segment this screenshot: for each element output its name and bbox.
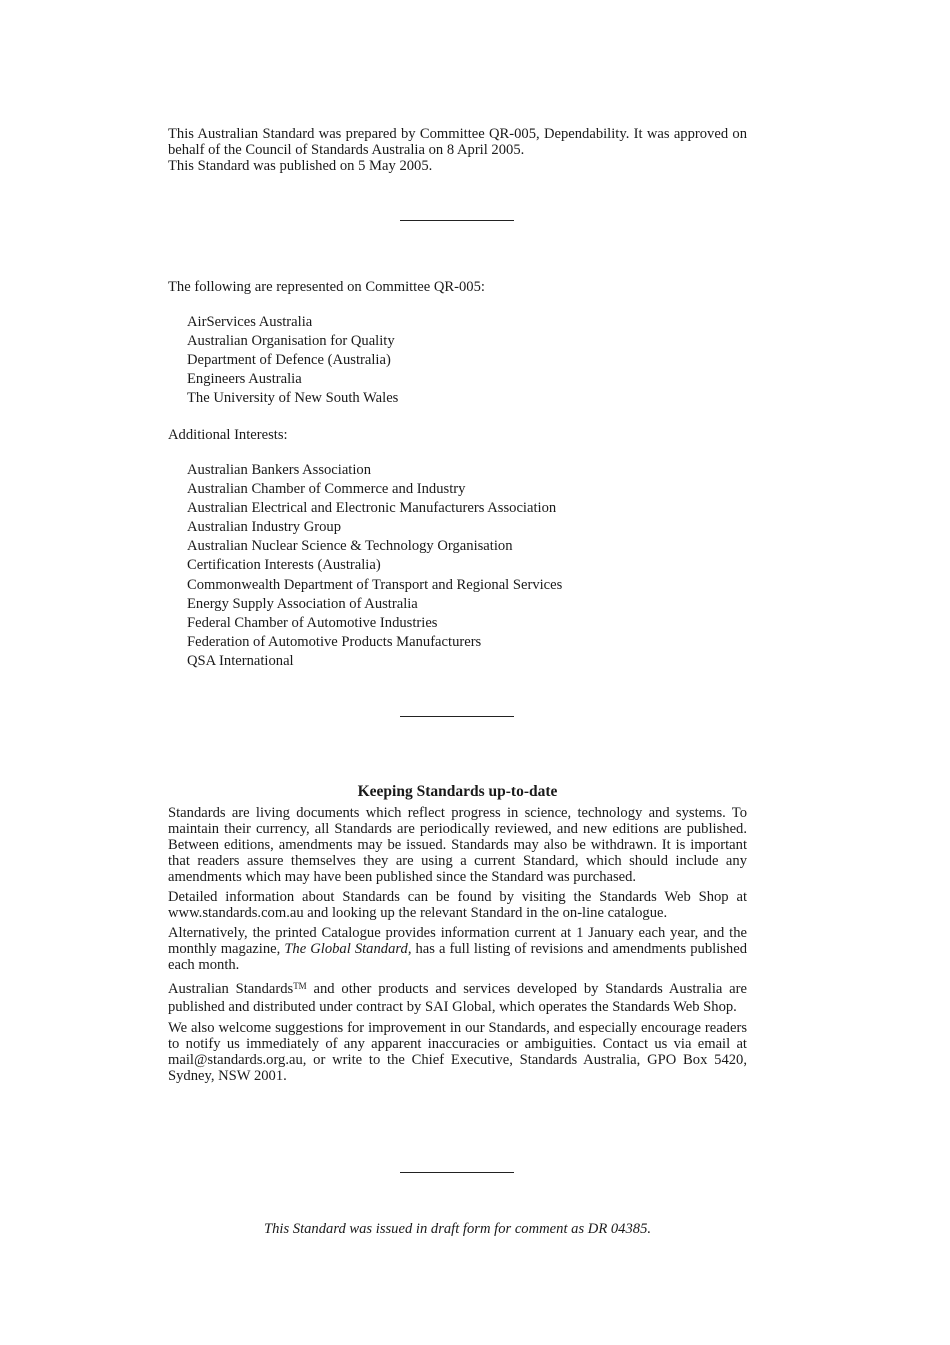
preparation-line-2: This Standard was published on 5 May 2005. (168, 158, 433, 174)
paragraph-suggestions: We also welcome suggestions for improvement in our Standards, and especially encourage readers to notify us immediately of any apparent inaccuracies or ambiguities. Contact us via email at mail@standards.org.au, or write to the Chief Executive, Standards Australia, GPO Box 5420, Sydney, NSW 2001. (168, 1020, 747, 1084)
magazine-title: The Global Standard (284, 941, 408, 957)
keeping-standards-text (168, 805, 747, 1088)
additional-interest: Federation of Automotive Products Manufacturers (187, 633, 482, 650)
section-heading: Keeping Standards up-to-date (357, 783, 558, 800)
divider-rule (400, 716, 514, 717)
committee-member: Department of Defence (Australia) (187, 352, 391, 369)
catalogue-text-end: , has a full listing of revisions and amendments published each month. (168, 941, 747, 973)
paragraph-catalogue (168, 925, 747, 973)
committee-member: AirServices Australia (187, 314, 313, 330)
committee-member: The University of New South Wales (187, 390, 399, 407)
additional-interest: QSA International (187, 652, 294, 669)
paragraph-living-documents: Standards are living documents which reflect progress in science, technology and systems. To maintain their currency, all Standards are periodically reviewed, and new editions are published. Between editions, amendments may be issued. Standards may also be withdrawn. It is important that readers assure themselves they are using a current Standard, which should include any amendments which may have been published since the Standard was purchased. (168, 805, 747, 885)
additional-interest: Commonwealth Department of Transport and Regional Services (187, 576, 563, 593)
additional-interests-list (187, 461, 747, 671)
divider-rule (400, 1172, 514, 1173)
additional-interest: Australian Electrical and Electronic Manufacturers Association (187, 500, 557, 517)
sai-global-text: and other products and services developed by Standards Australia are published and distributed under contract by SAI Global, which operates the Standards Web Shop. (168, 981, 748, 1015)
additional-interest: Australian Industry Group (187, 519, 342, 536)
additional-interest: Australian Bankers Association (187, 462, 372, 478)
preparation-statement (168, 126, 747, 174)
committee-member: Engineers Australia (187, 371, 302, 388)
additional-interest: Federal Chamber of Automotive Industries (187, 614, 438, 631)
additional-interest: Australian Chamber of Commerce and Industry (187, 481, 466, 498)
document-page (168, 0, 747, 1345)
committee-intro: The following are represented on Committee QR-005: (168, 279, 485, 295)
committee-member: Australian Organisation for Quality (187, 333, 395, 350)
paragraph-web-shop: Detailed information about Standards can be found by visiting the Standards Web Shop at www.standards.com.au and looking up the relevant Standard in the on-line catalogue. (168, 889, 747, 921)
paragraph-sai-global (168, 977, 747, 1016)
committee-member-list (187, 313, 747, 408)
additional-interest: Australian Nuclear Science & Technology Organisation (187, 538, 513, 555)
trademark-mark: TM (293, 981, 307, 991)
draft-notice: This Standard was issued in draft form for comment as DR 04385. (263, 1221, 652, 1237)
preparation-line-1: This Australian Standard was prepared by Committee QR-005, Dependability. It was approved on behalf of the Council of Standards Australia on 8 April 2005. (168, 126, 747, 158)
divider-rule (400, 220, 514, 221)
catalogue-text: Alternatively, the printed Catalogue provides information current at 1 January each year, and the monthly magazine, (168, 925, 747, 957)
brand-name: Australian Standards (168, 981, 294, 997)
additional-interests-heading: Additional Interests: (168, 427, 288, 443)
additional-interest: Certification Interests (Australia) (187, 557, 381, 574)
additional-interest: Energy Supply Association of Australia (187, 595, 418, 612)
